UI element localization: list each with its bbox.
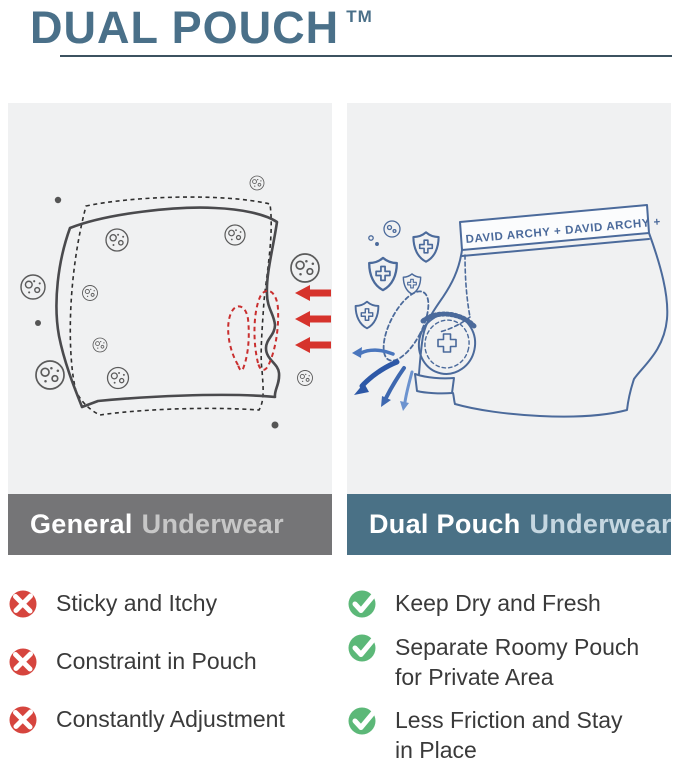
blocked-germ-icon xyxy=(369,221,400,245)
con-text: Sticky and Itchy xyxy=(56,590,218,616)
comparison-panels xyxy=(8,103,672,555)
pro-text-line2: in Place xyxy=(395,737,477,763)
dual-pouch-sketch xyxy=(347,103,671,494)
con-text: Constantly Adjustment xyxy=(56,706,285,732)
solid-underwear-outline xyxy=(56,208,279,407)
dual-pouch-label-bar xyxy=(347,494,671,555)
trunk-right-side xyxy=(455,233,667,417)
check-icon xyxy=(347,632,378,663)
leg-to-hem xyxy=(453,393,455,404)
cross-icon xyxy=(8,704,39,735)
list-item xyxy=(347,588,671,619)
header xyxy=(0,0,679,57)
list-item xyxy=(8,588,332,619)
pros-cons-lists xyxy=(8,588,672,765)
trademark-superscript: TM xyxy=(346,7,373,26)
general-underwear-label-bar xyxy=(8,494,332,555)
general-label-suffix: Underwear xyxy=(141,509,284,539)
outer-pouch-lobe xyxy=(374,285,437,367)
cross-icon xyxy=(8,646,39,677)
panel-general-underwear xyxy=(8,103,332,555)
cross-icon xyxy=(8,588,39,619)
pro-text: Keep Dry and Fresh xyxy=(395,590,601,616)
panel-dual-pouch-underwear xyxy=(347,103,671,555)
inner-pouch-stitching xyxy=(420,316,473,372)
dual-pouch-illustration xyxy=(347,103,671,494)
list-item xyxy=(8,646,332,677)
pro-text-line2: for Private Area xyxy=(395,664,554,690)
dual-pouch-label-suffix: Underwear xyxy=(529,509,672,539)
list-item xyxy=(347,632,671,692)
cons-list xyxy=(8,588,332,765)
con-text: Constraint in Pouch xyxy=(56,648,257,674)
dual-pouch-label: Dual Pouch xyxy=(369,509,521,539)
pressure-arrows xyxy=(295,285,331,353)
front-seam xyxy=(465,255,470,317)
general-label: General xyxy=(30,509,133,539)
list-item xyxy=(8,704,332,735)
check-icon xyxy=(347,705,378,736)
leg-band xyxy=(415,374,454,393)
pouch-cross xyxy=(438,334,456,352)
general-underwear-sketch xyxy=(8,103,332,494)
shield-icons xyxy=(356,232,439,328)
page-title: DUAL POUCH xyxy=(30,2,340,53)
general-underwear-illustration xyxy=(8,103,332,494)
pro-text-line1: Less Friction and Stay xyxy=(395,707,623,733)
pros-list xyxy=(347,588,671,765)
waistband-brand-text: DAVID ARCHY + DAVID ARCHY + xyxy=(465,216,662,246)
title-underline xyxy=(60,55,672,57)
check-icon xyxy=(347,588,378,619)
pro-text-line1: Separate Roomy Pouch xyxy=(395,634,640,660)
list-item xyxy=(347,705,671,765)
germ-icons xyxy=(21,176,319,429)
